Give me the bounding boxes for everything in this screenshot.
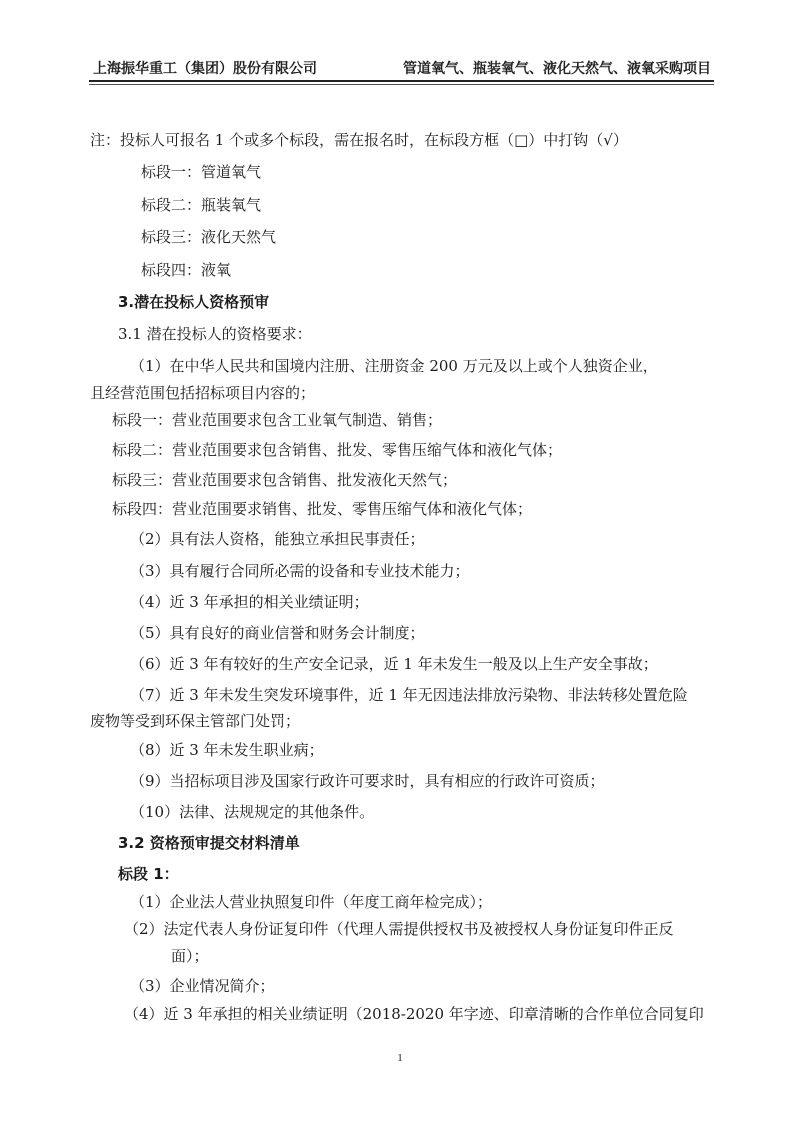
material-4: （4）近 3 年承担的相关业绩证明（2018-2020 年字迹、印章清晰的合作单位合同复印 bbox=[124, 1005, 704, 1023]
requirement-5: （5）具有良好的商业信誉和财务会计制度； bbox=[130, 624, 425, 642]
lot-1-scope: 标段一：营业范围要求包含工业氧气制造、销售； bbox=[112, 411, 443, 429]
lot-2-item: 标段二：瓶装氧气 bbox=[141, 196, 262, 214]
lot-3-item: 标段三：液化天然气 bbox=[141, 228, 277, 246]
lot-3-scope: 标段三：营业范围要求包含销售、批发液化天然气； bbox=[112, 471, 458, 489]
material-2-continued: 面）； bbox=[171, 947, 209, 965]
page-number: 1 bbox=[397, 1052, 403, 1064]
requirement-2: （2）具有法人资格，能独立承担民事责任； bbox=[130, 530, 425, 548]
material-3: （3）企业情况简介； bbox=[130, 977, 275, 995]
section-3-1-heading: 3.1 潜在投标人的资格要求： bbox=[118, 325, 312, 343]
note-line: 注：投标人可报名 1 个或多个标段，需在报名时，在标段方框（□）中打钩（√） bbox=[90, 131, 628, 149]
lot-1-materials-heading: 标段 1： bbox=[118, 865, 179, 883]
lot-1-item: 标段一：管道氧气 bbox=[141, 163, 262, 181]
header-company: 上海振华重工（集团）股份有限公司 bbox=[93, 61, 317, 77]
header-rule-thin bbox=[89, 84, 714, 85]
section-3-2-heading: 3.2 资格预审提交材料清单 bbox=[118, 834, 300, 852]
lot-2-scope: 标段二：营业范围要求包含销售、批发、零售压缩气体和液化气体； bbox=[112, 441, 563, 459]
requirement-1-continued: 且经营范围包括招标项目内容的； bbox=[90, 384, 316, 402]
requirement-8: （8）近 3 年未发生职业病； bbox=[130, 741, 324, 759]
lot-4-item: 标段四：液氧 bbox=[141, 261, 232, 279]
requirement-9: （9）当招标项目涉及国家行政许可要求时，具有相应的行政许可资质； bbox=[130, 772, 605, 790]
requirement-1: （1）在中华人民共和国境内注册、注册资金 200 万元及以上或个人独资企业， bbox=[130, 357, 658, 375]
requirement-4: （4）近 3 年承担的相关业绩证明； bbox=[130, 593, 369, 611]
lot-4-scope: 标段四：营业范围要求销售、批发、零售压缩气体和液化气体； bbox=[112, 500, 533, 518]
requirement-6: （6）近 3 年有较好的生产安全记录，近 1 年未发生一般及以上生产安全事故； bbox=[130, 655, 658, 673]
requirement-7: （7）近 3 年未发生突发环境事件，近 1 年无因违法排放污染物、非法转移处置危险 bbox=[130, 686, 688, 704]
header-project-title: 管道氧气、瓶装氧气、液化天然气、液氧采购项目 bbox=[403, 61, 711, 77]
requirement-10: （10）法律、法规规定的其他条件。 bbox=[130, 803, 375, 821]
requirement-3: （3）具有履行合同所必需的设备和专业技术能力； bbox=[130, 562, 470, 580]
material-2: （2）法定代表人身份证复印件（代理人需提供授权书及被授权人身份证复印件正反 bbox=[124, 920, 674, 938]
header-rule bbox=[89, 80, 714, 82]
material-1: （1）企业法人营业执照复印件（年度工商年检完成）； bbox=[130, 893, 493, 911]
requirement-7-continued: 废物等受到环保主管部门处罚； bbox=[90, 712, 301, 730]
section-3-heading: 3.潜在投标人资格预审 bbox=[118, 293, 270, 311]
